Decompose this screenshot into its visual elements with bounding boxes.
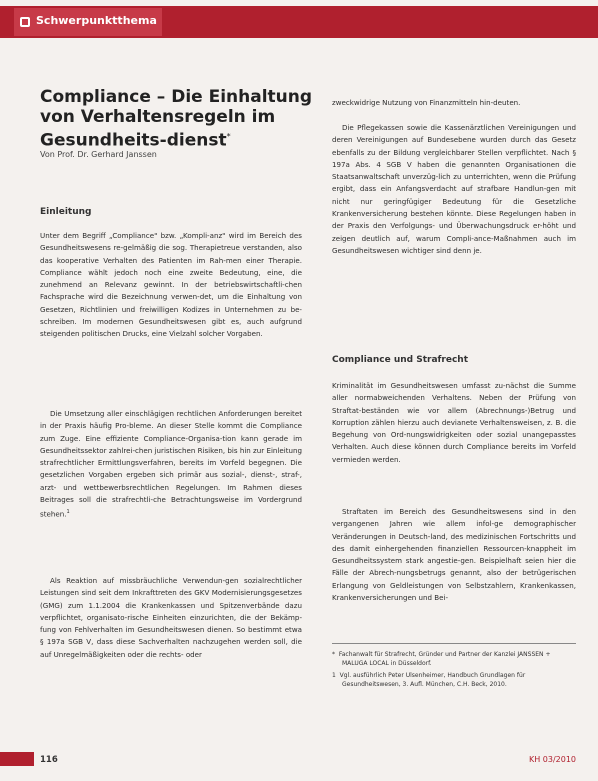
heading-compliance-strafrecht: Compliance und Strafrecht [332,355,469,365]
footnotes [332,643,576,692]
paragraph-footnote-mark: 1 [66,509,70,516]
article-title-text: Compliance – Die Einhaltung von Verhaltensregeln im Gesundheits-dienst [40,87,313,151]
title-footnote-mark: * [226,132,231,141]
section-tab [14,8,162,36]
footnote-text: Vgl. ausführlich Peter Ulsenheimer, Handbuch Grundlagen für Gesundheitswesen, 3. Aufl. München, C.H. Beck, 2010. [339,672,526,688]
footnote-item [332,650,576,668]
page-number-tab [0,752,34,766]
paragraph-straftaten: Straftaten im Bereich des Gesundheitswesens sind in den vergangenen Jahren wie allem infol-ge demographischer Veränderungen in Deutsch-land, des medizinischen Fortschritts und des damit einhergehenden finanziellen Ressourcen-knappheit im Gesundheitssystem stark angestie-gen. Beispielhaft seien hier die Fälle der Abrech-nungsbetrugs genannt, also der betrügerischen Erlangung von Geldleistungen von Selbstzahlern, Krankenkassen, Krankenversicherungen und Bei- [332,507,576,603]
footnote-mark: * [332,651,335,658]
paragraph-compliance-organisation [40,408,302,521]
footnote-mark: 1 [332,672,336,679]
paragraph-kriminalitaet: Kriminalität im Gesundheitswesen umfasst zu-nächst die Summe aller normabweichenden Verhaltens. Neben der Prüfung von Straftat-beständen wie vor allem (Abrechnungs-)Betrug und Korruption zählen hierzu auch devianete Verhaltensweisen, z. B. die Begehung von Ord-nungswidrigkeiten oder sozial unangepasstes Verhalten. Auch diese können durch Compliance bereits im Vorfeld vermieden werden. [332,381,576,464]
journal-issue: KH 03/2010 [528,755,576,764]
paragraph-pflegekassen: Die Pflegekassen sowie die Kassenärztlichen Vereinigungen und deren Vereinigungen auf Bundesebene wurden durch das Gesetz ebenfalls zu der Bildung vergleichbarer Stellen verpflichtet. Nach § 197a Abs. 4 SGB V haben die genannten Organisationen die Staatsanwaltschaft unverzüg-lich zu unterrichten, wenn die Prüfung ergibt, dass ein Anfangsverdacht auf strafbare Handlun-gen mit nicht nur geringfügiger Bedeutung für die Gesetzliche Krankenversicherung bestehen könnte. Diese Regelungen haben in der Praxis den Verfolgungs- und Überwachungsdruck er-höht und zeigen deutlich auf, warum Compli-ance-Maßnahmen auch im Gesundheitswesen wichtiger sind denn je. [332,123,576,255]
page-number: 116 [40,755,58,765]
footnote-text: Fachanwalt für Strafrecht, Gründer und Partner der Kanzlei JANSSEN + MALUGA LOCAL in Düsseldorf. [338,651,551,667]
section-marker-icon [20,17,30,27]
article-author: Von Prof. Dr. Gerhard Janssen [40,150,157,159]
paragraph-gmg: Als Reaktion auf missbräuchliche Verwendun-gen sozialrechtlicher Leistungen sind seit dem Inkrafttreten des GKV Modernisierungsgesetzes (GMG) zum 1.1.2004 die Krankenkassen und Spitzenverbände dazu verpflichtet, organisato-rische Einheiten einzurichten, die der Bekämp-fung von Fehlverhalten im Gesundheitswesen dienen. So bestimmt etwa § 197a SGB V, dass diese Sachverhalten nachzugehen werden soll, die auf Unregelmäßigkeiten oder die rechts- oder [40,576,302,659]
paragraph-zweckwidrige-nutzung: zweckwidrige Nutzung von Finanzmitteln hin-deuten. [332,98,521,107]
article-title [40,87,320,151]
footnote-item [332,671,576,689]
section-label: Schwerpunktthema [36,14,157,27]
paragraph-intro: Unter dem Begriff „Compliance" bzw. „Kompli-anz" wird im Bereich des Gesundheitswesens re-gelmäßig die sog. Therapietreue verstanden, also das kooperative Verhalten des Patienten im Rah-men einer Therapie. Compliance wählt jedoch noch eine zweite Bedeutung, eine, die zunehmend an Relevanz gewinnt. In der betriebswirtschaftli-chen Fachsprache wird die Bezeichnung verwen-det, um die Einhaltung von Gesetzen, Richtlinien und freiwilligen Kodizes in Unternehmen zu be-schreiben. Im modernen Gesundheitswesen gibt es, auch aufgrund steigenden politischen Drucks, eine Vielzahl solcher Vorgaben. [40,231,302,339]
paragraph-compliance-organisation-text: Die Umsetzung aller einschlägigen rechtlichen Anforderungen bereitet in der Praxis häufig Pro-bleme. An dieser Stelle kommt die Compliance zum Zuge. Eine effiziente Compliance-Organisa-tion kann gerade im Gesundheitssektor zahlrei-chen juristischen Risiken, bis hin zur Einleitung strafrechtlicher Ermittlungsverfahren, bereits im Vorfeld begegnen. Die gesetzlichen Vorgaben ergeben sich primär aus sozial-, dienst-, straf-, arzt- und wettbewerbsrechtlichen Regelungen. Im Rahmen dieses Beitrages soll die strafrechtli-che Betrachtungsweise im Vordergrund stehen. [40,409,302,519]
section-header-band [0,6,598,38]
heading-einleitung: Einleitung [40,207,92,217]
